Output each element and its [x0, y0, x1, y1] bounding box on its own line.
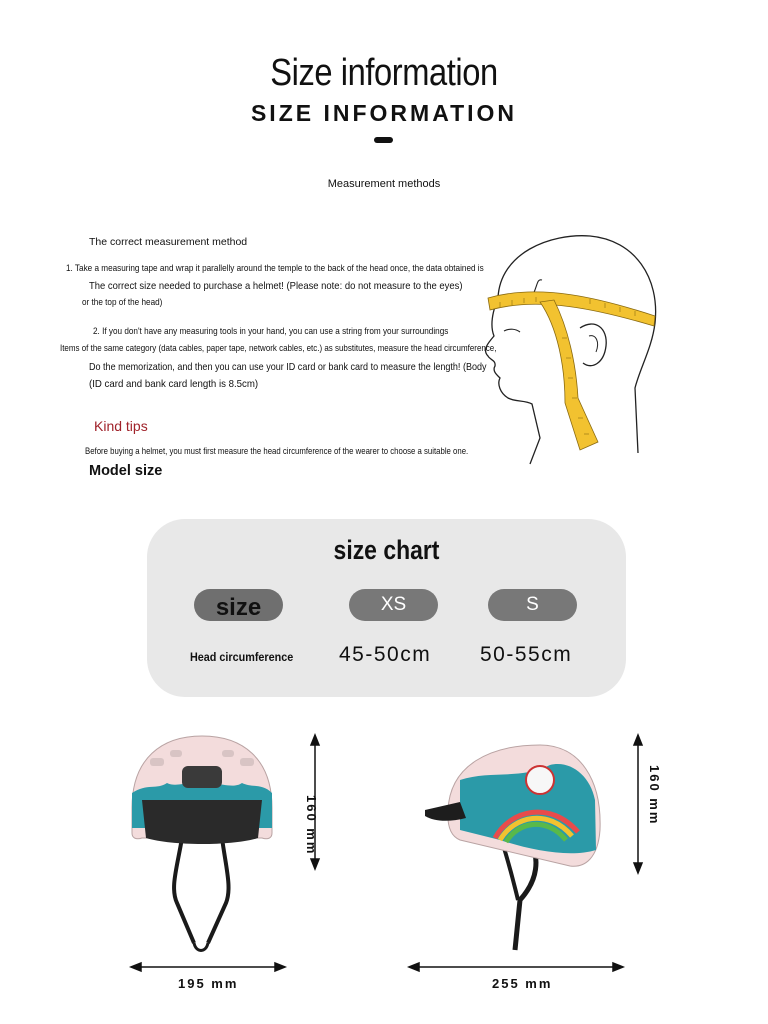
size-pill-s: S [488, 589, 577, 621]
value-s: 50-55cm [480, 643, 573, 666]
size-chart-title: size chart [333, 535, 440, 565]
kind-tips-text: Before buying a helmet, you must first measure the head circumference of the wearer to choose a suitable one. [85, 446, 469, 457]
page-title: Size information [270, 52, 498, 94]
head-measurement-illustration [470, 228, 670, 468]
row-label-head-circumference: Head circumference [190, 650, 294, 664]
instruction-line-1: 1. Take a measuring tape and wrap it parallelly around the temple to the back of the head once, the data obtained is [66, 263, 484, 274]
kind-tips-heading: Kind tips [94, 418, 148, 434]
section-heading-methods: Measurement methods [327, 178, 441, 190]
instruction-line-2: The correct size needed to purchase a helmet! (Please note: do not measure to the eyes) [89, 280, 463, 292]
side-height-label: 160 mm [647, 765, 662, 826]
instruction-line-7: (ID card and bank card length is 8.5cm) [89, 378, 259, 390]
instruction-line-3: or the top of the head) [82, 297, 163, 308]
instructions-heading: The correct measurement method [89, 236, 248, 248]
front-width-label: 195 mm [178, 976, 239, 991]
size-header-label: size [215, 594, 262, 621]
side-width-label: 255 mm [492, 976, 553, 991]
model-size-heading: Model size [89, 463, 163, 479]
instruction-line-6: Do the memorization, and then you can use your ID card or bank card to measure the length! (Body [89, 361, 487, 373]
helmet-side-view-image [420, 740, 610, 960]
front-height-label: 160 mm [304, 795, 319, 856]
page-subtitle: SIZE INFORMATION [250, 100, 518, 126]
instruction-line-4: 2. If you don't have any measuring tools in your hand, you can use a string from your surroundings [93, 326, 449, 337]
helmet-front-view-image [122, 728, 282, 968]
instruction-line-5: Items of the same category (data cables, paper tape, network cables, etc.) as substitutes, measure the head circumference, [60, 343, 497, 354]
value-xs: 45-50cm [339, 643, 432, 666]
size-pill-xs: XS [349, 589, 438, 621]
title-divider [374, 137, 393, 143]
